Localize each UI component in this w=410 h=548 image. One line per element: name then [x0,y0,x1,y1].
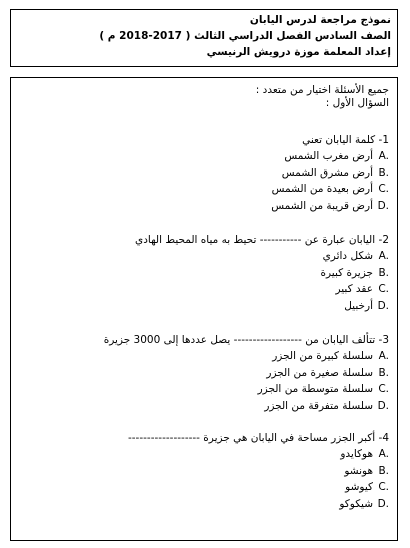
question-3 [19,332,389,414]
header-grade-term: الصف السادس الفصل الدراسي الثالث ( 2017-2018 م ) [99,30,391,42]
option-4a[interactable] [19,446,389,463]
question-2-text: اليابان عبارة عن ----------- تحيط به مياه المحيط الهادي [134,234,376,246]
option-text: شيكوكو [339,497,373,510]
question-2 [19,232,389,314]
option-text: سلسلة كبيرة من الجزر [272,350,373,362]
question-2-options [19,248,389,314]
question-3-number: 3- [378,334,389,346]
question-4-number: 4- [378,432,389,444]
option-1b[interactable] [19,165,389,182]
question-4-text: أكبر الجزر مساحة في اليابان هي جزيرة ------------------- [127,432,376,444]
option-letter: B. [378,464,389,477]
option-letter: C. [378,183,389,195]
option-letter: C. [378,383,389,395]
option-2b[interactable] [19,265,389,282]
question-2-stem [19,232,389,248]
option-text: هوكايدو [340,448,373,460]
option-3b[interactable] [19,365,389,382]
option-text: عقد كبير [335,283,373,295]
option-letter: D. [377,299,389,312]
intro-instructions: جميع الأسئلة اختيار من متعدد : [255,84,389,96]
option-text: هونشو [344,464,373,477]
question-4-options [19,446,389,512]
question-1-number: 1- [378,134,389,146]
option-text: سلسلة متفرقة من الجزر [264,399,373,412]
option-1d[interactable] [19,198,389,215]
option-text: أرخبيل [344,299,373,312]
option-1a[interactable] [19,148,389,165]
option-letter: C. [378,283,389,295]
option-1c[interactable] [19,181,389,198]
option-text: سلسلة متوسطة من الجزر [257,383,373,395]
option-3c[interactable] [19,381,389,398]
question-1-stem [19,132,389,148]
option-letter: A. [378,448,389,460]
question-1 [19,132,389,214]
option-letter: A. [378,150,389,162]
option-3d[interactable] [19,398,389,415]
question-2-number: 2- [378,234,389,246]
question-4-stem [19,430,389,446]
option-letter: B. [378,166,389,179]
question-3-options [19,348,389,414]
option-text: جزيرة كبيرة [320,266,373,279]
header-title: نموذج مراجعة لدرس اليابان [249,14,391,26]
question-3-stem [19,332,389,348]
option-letter: D. [377,399,389,412]
option-4b[interactable] [19,463,389,480]
header-author: إعداد المعلمة موزة درويش الرنيسي [206,46,391,58]
question-3-text: تتألف اليابان من ------------------ يصل عددها إلى 3000 جزيرة [103,334,376,346]
question-1-text: كلمة اليابان تعني [302,134,376,146]
option-text: كيوشو [345,481,373,493]
option-text: أرض مغرب الشمس [284,150,373,162]
option-text: أرض مشرق الشمس [281,166,373,179]
option-text: أرض بعيدة من الشمس [271,183,373,195]
option-letter: B. [378,266,389,279]
option-letter: D. [377,497,389,510]
intro-section-title: السؤال الأول : [325,97,389,109]
option-2c[interactable] [19,281,389,298]
option-letter: A. [378,350,389,362]
option-3a[interactable] [19,348,389,365]
option-letter: B. [378,366,389,379]
option-text: شكل دائري [322,250,373,262]
option-4c[interactable] [19,479,389,496]
option-text: سلسلة صغيرة من الجزر [266,366,373,379]
question-4 [19,430,389,512]
option-letter: A. [378,250,389,262]
question-1-options [19,148,389,214]
header-box [10,9,398,67]
option-2d[interactable] [19,298,389,315]
option-4d[interactable] [19,496,389,513]
option-2a[interactable] [19,248,389,265]
option-letter: D. [377,199,389,212]
option-text: أرض قريبة من الشمس [271,199,373,212]
option-letter: C. [378,481,389,493]
questions-box [10,77,398,541]
